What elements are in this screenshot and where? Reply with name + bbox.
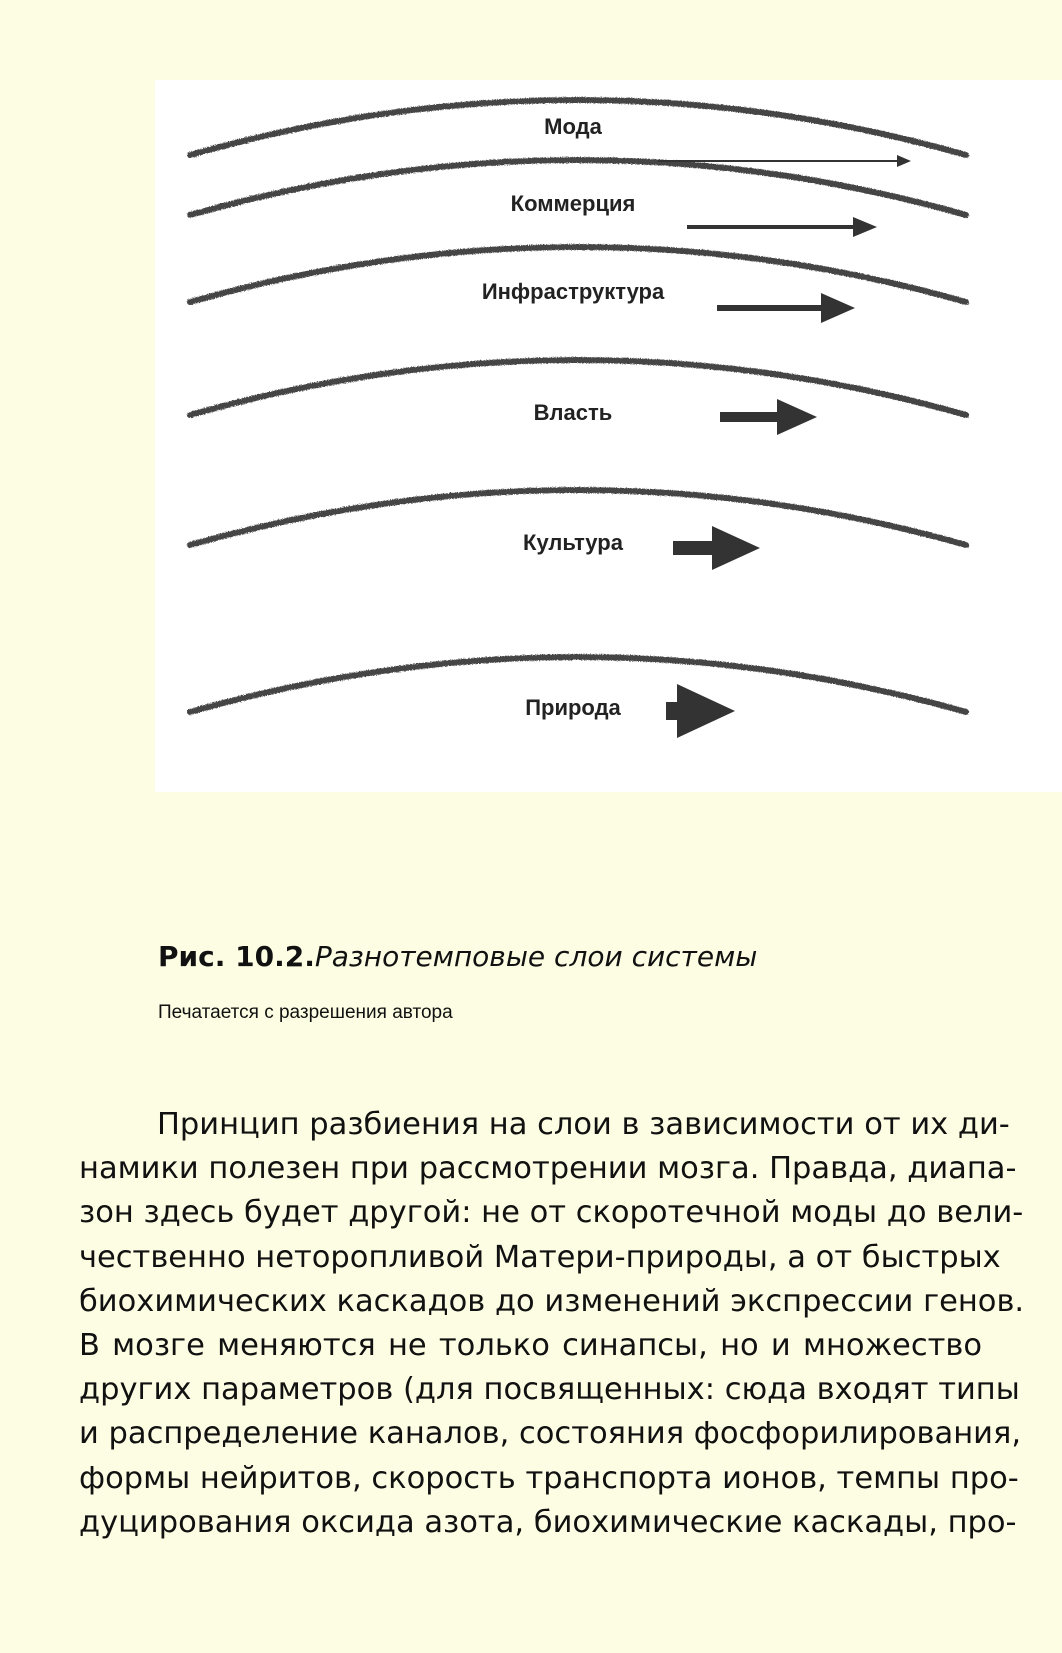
body-paragraph [79, 1103, 1025, 1545]
text-line: зон здесь будет другой: не от скоротечной моды до вели- [79, 1195, 1024, 1231]
layer-label: Коммерция [510, 191, 636, 216]
layer-label: Инфраструктура [481, 279, 665, 304]
layer-arrow [720, 399, 817, 435]
layer-label: Мода [544, 114, 602, 139]
figure-credit: Печатается с разрешения автора [158, 1002, 453, 1023]
layer-label: Культура [523, 530, 623, 555]
figure-number: Рис. 10.2. [158, 940, 315, 973]
layer-arrow [666, 684, 735, 738]
figure-caption [158, 940, 757, 973]
layer-arrow [673, 526, 760, 570]
text-line: чественно неторопливой Матери-природы, а от быстрых [79, 1239, 1001, 1275]
text-line: других параметров (для посвященных: сюда входят типы [79, 1372, 1020, 1408]
layer-arrow [687, 217, 877, 237]
text-line: и распределение каналов, состояния фосфорилирования, [79, 1416, 1022, 1452]
text-line: Принцип разбиения на слои в зависимости от их ди- [157, 1107, 1010, 1142]
layer-label: Власть [533, 400, 613, 425]
text-line: намики полезен при рассмотрении мозга. Правда, диапа- [79, 1151, 1017, 1187]
figure-panel [155, 80, 1062, 792]
text-line: В мозге меняются не только синапсы, но и множество [79, 1328, 982, 1364]
layers-diagram [155, 80, 1062, 792]
layer-arrow [717, 293, 855, 323]
figure-title: Разнотемповые слои системы [314, 940, 758, 973]
text-line: дуцирования оксида азота, биохимические каскады, про- [79, 1504, 1017, 1540]
text-line: биохимических каскадов до изменений экспрессии генов. [79, 1283, 1025, 1319]
text-line: формы нейритов, скорость транспорта ионов, темпы про- [79, 1460, 1019, 1496]
layer-label: Природа [525, 695, 621, 720]
